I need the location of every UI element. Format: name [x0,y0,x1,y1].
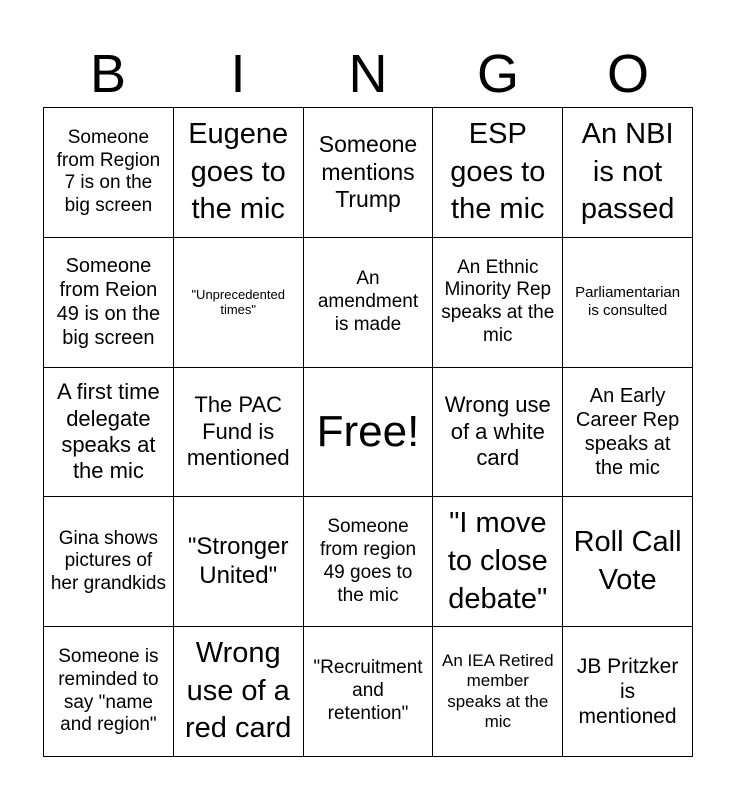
bingo-cell-r4c4[interactable] [433,497,563,627]
bingo-cell-r3c2[interactable] [174,368,304,498]
cell-text: Someone is reminded to say "name and region" [58,646,159,736]
bingo-cell-r5c2[interactable] [174,627,304,757]
cell-text: Someone from Region 7 is on the big screen [56,126,161,217]
cell-text: Roll Call Vote [573,526,682,596]
bingo-cell-r4c2[interactable] [174,497,304,627]
cell-text: Wrong use of a white card [444,392,551,471]
bingo-cell-r4c3[interactable] [304,497,434,627]
bingo-cell-r5c1[interactable] [44,627,174,757]
cell-text: Wrong use of a red card [185,637,292,745]
cell-text: Someone from region 49 goes to the mic [319,516,417,606]
header-letter-o: O [606,44,649,104]
bingo-cell-r1c1[interactable] [44,108,174,238]
bingo-cell-r4c1[interactable] [44,497,174,627]
bingo-cell-r1c3[interactable] [304,108,434,238]
bingo-cell-r1c5[interactable] [563,108,693,238]
bingo-cell-r1c2[interactable] [174,108,304,238]
cell-text: Eugene goes to the mic [188,117,289,226]
cell-text: Someone mentions Trump [318,131,418,213]
cell-text: An amendment is made [317,268,419,335]
bingo-cell-r5c5[interactable] [563,627,693,757]
bingo-cell-r4c5[interactable] [563,497,693,627]
cell-text: An Ethnic Minority Rep speaks at the mic [441,256,555,346]
bingo-cell-r1c4[interactable] [433,108,563,238]
cell-text: An NBI is not passed [580,117,675,226]
bingo-cell-r2c4[interactable] [433,238,563,368]
bingo-cell-r3c1[interactable] [44,368,174,498]
cell-text: "Stronger United" [187,532,289,589]
cell-text: Gina shows pictures of her grandkids [50,527,166,595]
cell-text: JB Pritzker is mentioned [576,654,679,729]
cell-text: Parliamentarian is consulted [575,284,681,320]
bingo-cell-r3c5[interactable] [563,368,693,498]
cell-text: "Unprecedented times" [191,286,285,318]
cell-text: An IEA Retired member speaks at the mic [442,650,554,731]
header-letter-g: G [476,44,519,104]
bingo-card [43,107,693,757]
bingo-cell-r2c2[interactable] [174,238,304,368]
cell-text: The PAC Fund is mentioned [186,392,290,471]
cell-text: "Recruitment and retention" [313,657,423,724]
cell-text: ESP goes to the mic [450,117,546,226]
cell-text: A first time delegate speaks at the mic [57,379,160,484]
bingo-cell-r3c4[interactable] [433,368,563,498]
bingo-cell-r2c3[interactable] [304,238,434,368]
header-letter-n: N [348,44,388,104]
cell-text: An Early Career Rep speaks at the mic [575,384,680,479]
bingo-cell-free[interactable] [304,368,434,498]
bingo-cell-r5c4[interactable] [433,627,563,757]
cell-text: Someone from Reion 49 is on the big screen [56,255,161,350]
bingo-cell-r5c3[interactable] [304,627,434,757]
cell-text: "I move to close debate" [447,507,548,615]
bingo-cell-r2c1[interactable] [44,238,174,368]
header-letter-i: I [230,44,246,104]
bingo-cell-r2c5[interactable] [563,238,693,368]
header-letter-b: B [89,44,127,104]
cell-text: Free! [316,406,420,456]
bingo-header [43,40,693,108]
